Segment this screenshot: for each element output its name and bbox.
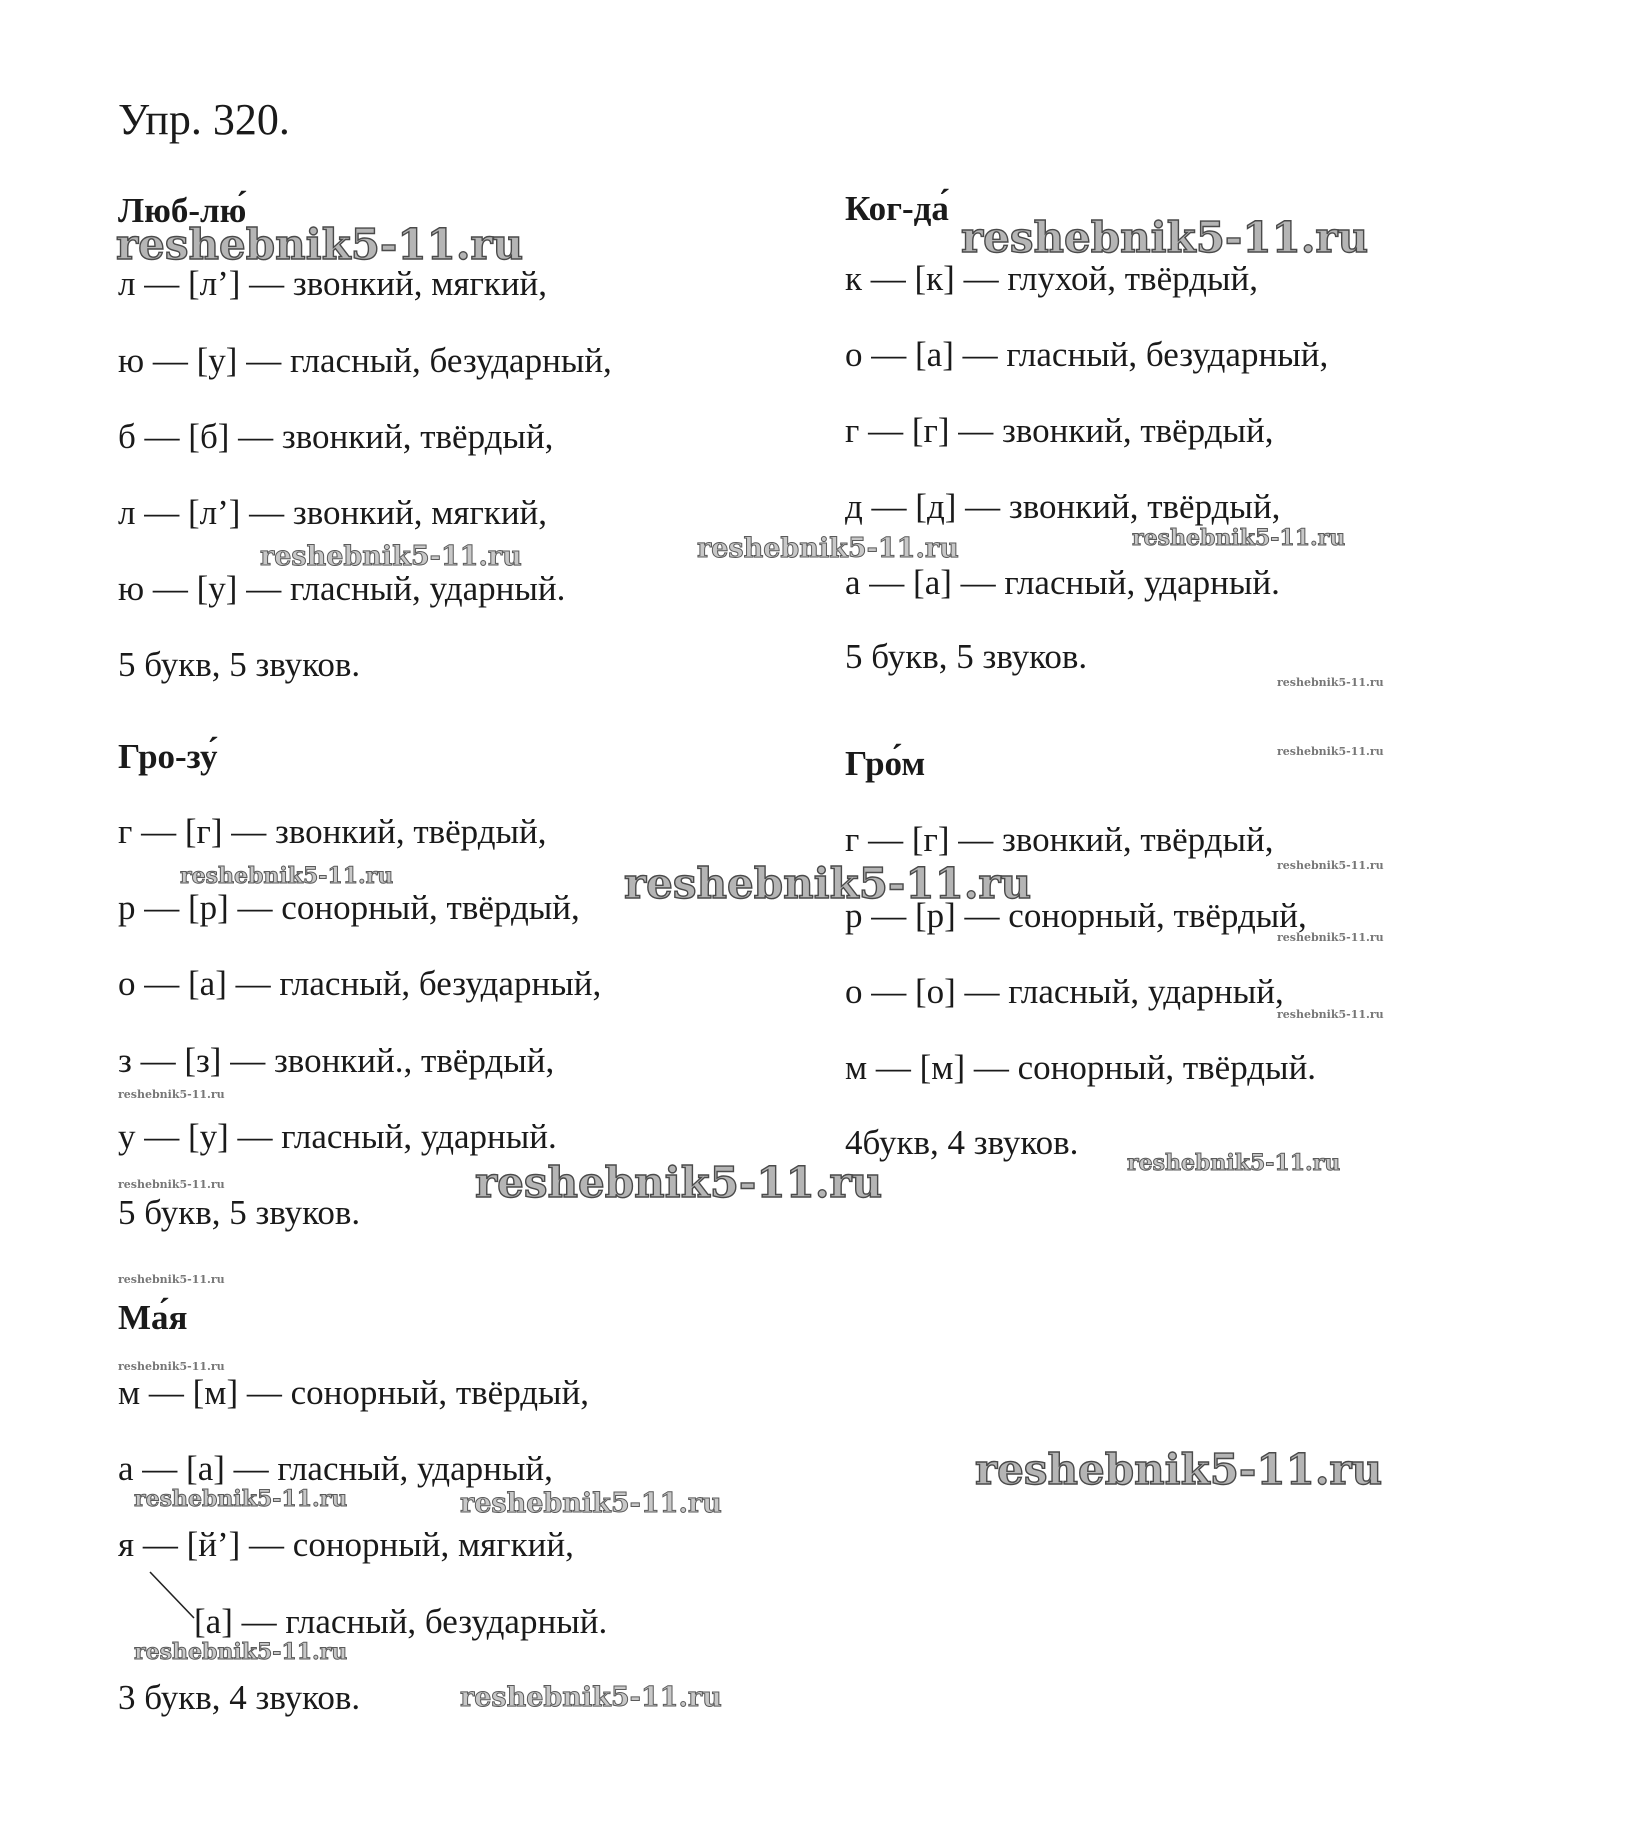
watermark: reshebnik5-11.ru — [1132, 525, 1346, 551]
phonetic-line: а — [а] — гласный, ударный, — [118, 1449, 553, 1488]
watermark: reshebnik5-11.ru — [1277, 859, 1384, 872]
phonetic-line: [а] — гласный, безударный. — [194, 1602, 608, 1641]
phonetic-line: я — [й’] — сонорный, мягкий, — [118, 1525, 574, 1564]
block-word: Гро-зу́ — [118, 737, 218, 776]
watermark: reshebnik5-11.ru — [460, 1682, 722, 1713]
block-summary: 5 букв, 5 звуков. — [845, 637, 1088, 676]
phonetic-line: о — [а] — гласный, безударный, — [118, 964, 602, 1003]
watermark: reshebnik5-11.ru — [134, 1486, 348, 1512]
watermark: reshebnik5-11.ru — [624, 859, 1032, 908]
phonetic-line: а — [а] — гласный, ударный. — [845, 563, 1280, 602]
block-summary: 4букв, 4 звуков. — [845, 1123, 1079, 1162]
phonetic-line: з — [з] — звонкий., твёрдый, — [118, 1041, 555, 1080]
watermark: reshebnik5-11.ru — [118, 1360, 225, 1373]
phonetic-line: ю — [у] — гласный, безударный, — [118, 341, 612, 380]
phonetic-line: о — [а] — гласный, безударный, — [845, 335, 1329, 374]
phonetic-line: ю — [у] — гласный, ударный. — [118, 569, 566, 608]
phonetic-line: л — [л’] — звонкий, мягкий, — [118, 493, 548, 532]
block-summary: 5 букв, 5 звуков. — [118, 1193, 361, 1232]
phonetic-line: р — [р] — сонорный, твёрдый, — [118, 888, 580, 927]
block-word: Люб-лю́ — [118, 191, 247, 230]
block-word: Гро́м — [845, 744, 926, 783]
watermark: reshebnik5-11.ru — [460, 1488, 722, 1519]
watermark: reshebnik5-11.ru — [697, 533, 959, 564]
watermark: reshebnik5-11.ru — [475, 1158, 883, 1207]
phonetic-line: л — [л’] — звонкий, мягкий, — [118, 264, 548, 303]
watermark: reshebnik5-11.ru — [975, 1445, 1383, 1494]
watermark: reshebnik5-11.ru — [260, 541, 522, 572]
phonetic-line: г — [г] — звонкий, твёрдый, — [845, 411, 1274, 450]
phonetic-line: о — [о] — гласный, ударный, — [845, 972, 1284, 1011]
watermark: reshebnik5-11.ru — [118, 1273, 225, 1286]
watermark: reshebnik5-11.ru — [1277, 745, 1384, 758]
watermark: reshebnik5-11.ru — [134, 1639, 348, 1665]
phonetic-line: г — [г] — звонкий, твёрдый, — [845, 820, 1274, 859]
phonetic-line: м — [м] — сонорный, твёрдый, — [118, 1373, 590, 1412]
watermark: reshebnik5-11.ru — [180, 863, 394, 889]
block-summary: 5 букв, 5 звуков. — [118, 645, 361, 684]
watermark: reshebnik5-11.ru — [1277, 931, 1384, 944]
phonetic-line: у — [у] — гласный, ударный. — [118, 1117, 557, 1156]
phonetic-line: б — [б] — звонкий, твёрдый, — [118, 417, 554, 456]
watermark: reshebnik5-11.ru — [1127, 1150, 1341, 1176]
block-word: Ма́я — [118, 1298, 188, 1337]
phonetic-line: м — [м] — сонорный, твёрдый. — [845, 1048, 1317, 1087]
phonetic-line: р — [р] — сонорный, твёрдый, — [845, 896, 1307, 935]
exercise-title: Упр. 320. — [118, 95, 290, 144]
watermark: reshebnik5-11.ru — [1277, 1008, 1384, 1021]
block-word: Ког-да́ — [845, 189, 949, 228]
phonetic-line: г — [г] — звонкий, твёрдый, — [118, 812, 547, 851]
phonetic-line: д — [д] — звонкий, твёрдый, — [845, 487, 1281, 526]
watermark: reshebnik5-11.ru — [961, 213, 1369, 262]
phonetic-line: к — [к] — глухой, твёрдый, — [845, 259, 1258, 298]
watermark: reshebnik5-11.ru — [1277, 676, 1384, 689]
sound-split-line — [148, 1570, 198, 1622]
watermark: reshebnik5-11.ru — [116, 220, 524, 269]
block-summary: 3 букв, 4 звуков. — [118, 1678, 361, 1717]
watermark: reshebnik5-11.ru — [118, 1088, 225, 1101]
watermark: reshebnik5-11.ru — [118, 1178, 225, 1191]
